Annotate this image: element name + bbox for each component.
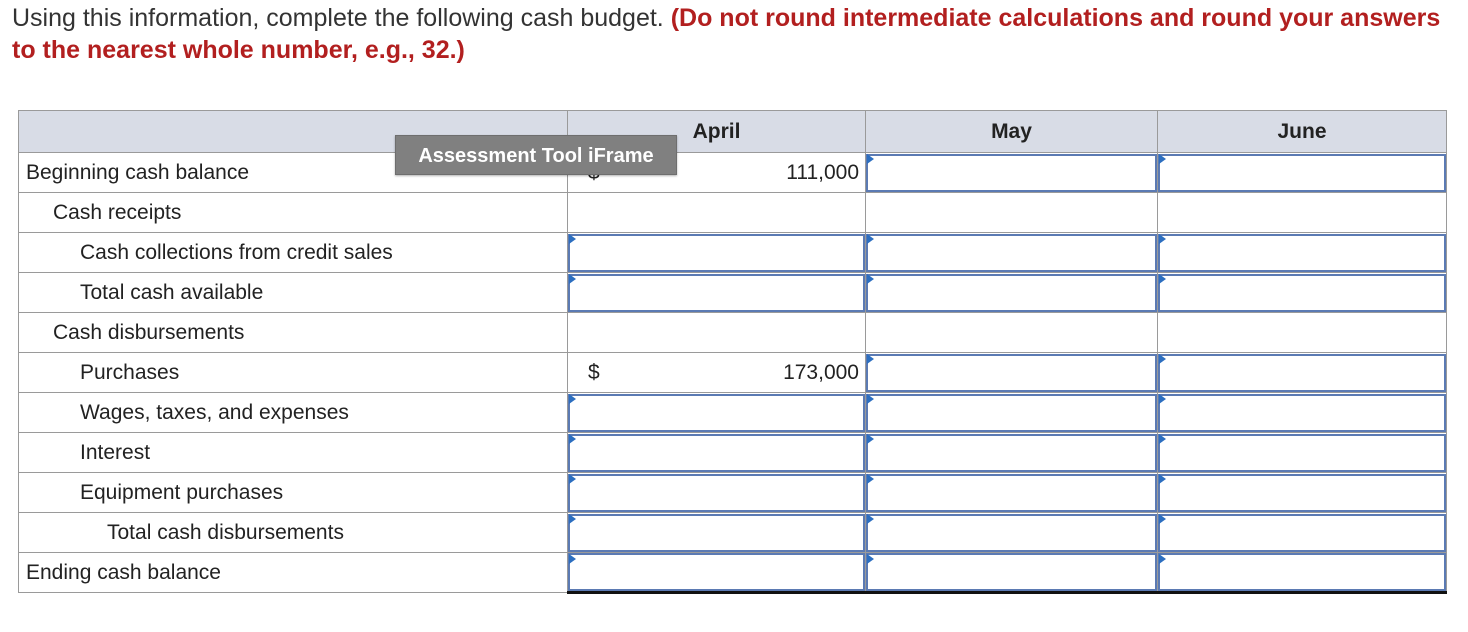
cell-june (1158, 393, 1447, 433)
dollar-sign: $ (588, 360, 600, 384)
blank-cell (568, 193, 866, 233)
cell-may (866, 393, 1158, 433)
table-row (19, 273, 1447, 313)
table-row (19, 473, 1447, 513)
answer-input-april[interactable] (568, 394, 865, 432)
answer-input-may[interactable] (866, 553, 1157, 591)
row-label: Cash collections from credit sales (19, 233, 568, 273)
answer-input-may[interactable] (866, 394, 1157, 432)
budget-body (19, 153, 1447, 593)
cell-june (1158, 153, 1447, 193)
answer-input-may[interactable] (866, 354, 1157, 392)
row-label: Equipment purchases (19, 473, 568, 513)
cash-budget-table (18, 110, 1447, 594)
table-row (19, 393, 1447, 433)
answer-input-june[interactable] (1158, 274, 1446, 312)
answer-input-may[interactable] (866, 434, 1157, 472)
answer-input-may[interactable] (866, 154, 1157, 192)
row-label: Cash receipts (19, 193, 568, 233)
row-label: Purchases (19, 353, 568, 393)
answer-input-june[interactable] (1158, 234, 1446, 272)
cell-june (1158, 473, 1447, 513)
answer-input-april[interactable] (568, 474, 865, 512)
row-label: Wages, taxes, and expenses (19, 393, 568, 433)
row-label: Beginning cash balance (19, 153, 568, 193)
cell-may (866, 353, 1158, 393)
cell-june (1158, 233, 1447, 273)
answer-input-april[interactable] (568, 234, 865, 272)
answer-input-april[interactable] (568, 274, 865, 312)
answer-input-june[interactable] (1158, 394, 1446, 432)
cell-may (866, 153, 1158, 193)
instructions (12, 2, 1452, 66)
blank-cell (1158, 313, 1447, 353)
answer-input-may[interactable] (866, 474, 1157, 512)
row-label: Total cash available (19, 273, 568, 313)
blank-cell (568, 313, 866, 353)
table-row (19, 313, 1447, 353)
cell-june (1158, 353, 1447, 393)
given-amount: 173,000 (783, 360, 859, 384)
header-may: May (866, 111, 1158, 153)
cell-april (568, 513, 866, 553)
table-row (19, 233, 1447, 273)
blank-cell (866, 193, 1158, 233)
table-row (19, 433, 1447, 473)
answer-input-june[interactable] (1158, 514, 1446, 552)
cell-may (866, 473, 1158, 513)
cell-april (568, 473, 866, 513)
header-april: April (568, 111, 866, 153)
cell-april (568, 393, 866, 433)
table-row (19, 193, 1447, 233)
cell-may (866, 553, 1158, 593)
answer-input-june[interactable] (1158, 553, 1446, 591)
answer-input-june[interactable] (1158, 474, 1446, 512)
cell-june (1158, 513, 1447, 553)
answer-input-april[interactable] (568, 514, 865, 552)
cell-april (568, 553, 866, 593)
row-label: Cash disbursements (19, 313, 568, 353)
cell-may (866, 233, 1158, 273)
answer-input-june[interactable] (1158, 154, 1446, 192)
cell-may (866, 273, 1158, 313)
cell-april (568, 433, 866, 473)
table-row (19, 553, 1447, 593)
cell-may (866, 513, 1158, 553)
answer-input-april[interactable] (568, 553, 865, 591)
answer-input-june[interactable] (1158, 434, 1446, 472)
instructions-text: Using this information, complete the following cash budget. (12, 4, 664, 32)
cell-april (568, 273, 866, 313)
cell-june (1158, 273, 1447, 313)
table-row (19, 353, 1447, 393)
cell-april (568, 233, 866, 273)
table-row (19, 513, 1447, 553)
header-june: June (1158, 111, 1447, 153)
assessment-tool-iframe-tooltip: Assessment Tool iFrame (395, 135, 677, 175)
answer-input-may[interactable] (866, 514, 1157, 552)
instructions-note: (Do not round intermediate calculations and round your answers to the nearest whole number, e.g., 32.) (12, 4, 1441, 64)
given-amount: 111,000 (786, 160, 859, 184)
table-row (19, 153, 1447, 193)
answer-input-june[interactable] (1158, 354, 1446, 392)
blank-cell (1158, 193, 1447, 233)
answer-input-may[interactable] (866, 234, 1157, 272)
given-value-cell (568, 353, 866, 393)
answer-input-april[interactable] (568, 434, 865, 472)
cell-june (1158, 433, 1447, 473)
row-label: Interest (19, 433, 568, 473)
row-label: Total cash disbursements (19, 513, 568, 553)
blank-cell (866, 313, 1158, 353)
answer-input-may[interactable] (866, 274, 1157, 312)
cell-june (1158, 553, 1447, 593)
cell-may (866, 433, 1158, 473)
row-label: Ending cash balance (19, 553, 568, 593)
header-row (19, 111, 1447, 153)
